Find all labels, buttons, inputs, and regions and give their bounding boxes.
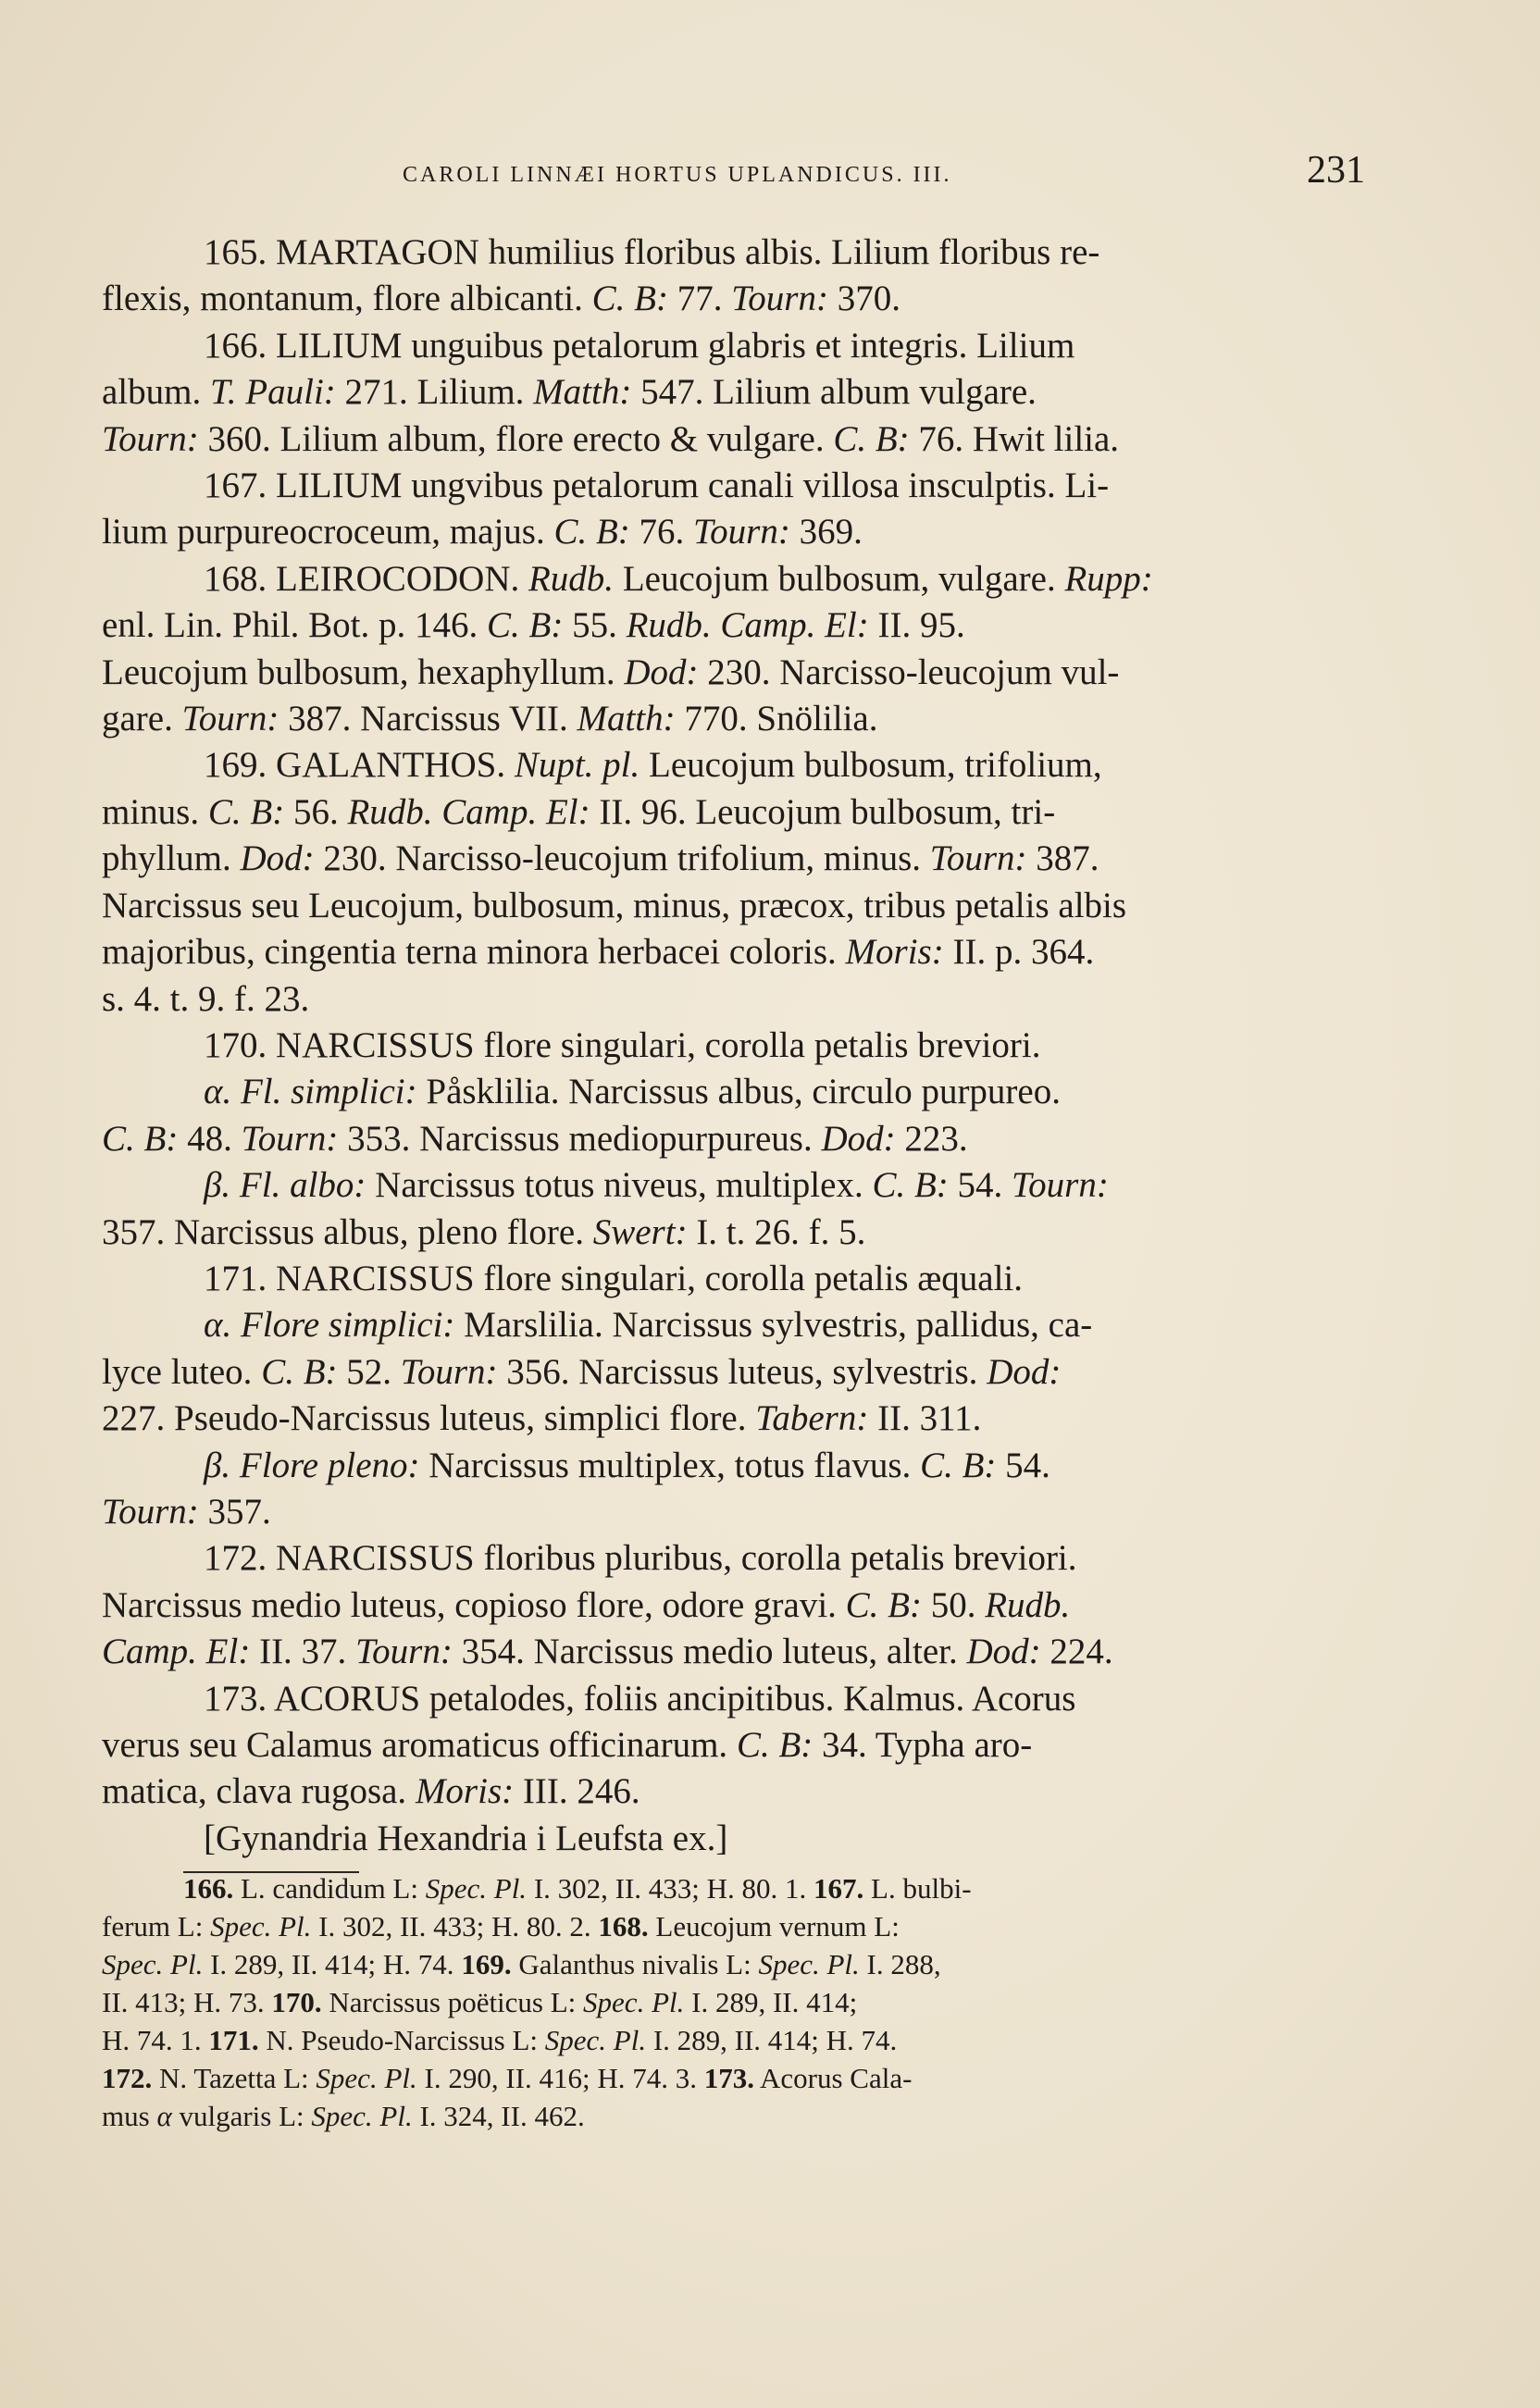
text-line: 166. LILIUM unguibus petalorum glabris et integris. Lilium <box>204 325 1075 366</box>
text-line: Camp. El: II. 37. Tourn: 354. Narcissus medio luteus, alter. Dod: 224. <box>102 1632 1113 1672</box>
text-line: phyllum. Dod: 230. Narcisso-leucojum trifolium, minus. Tourn: 387. <box>102 838 1099 879</box>
text-line: 168. LEIROCODON. Rudb. Leucojum bulbosum, vulgare. Rupp: <box>204 558 1153 599</box>
text-line: Narcissus medio luteus, copioso flore, odore gravi. C. B: 50. Rudb. <box>102 1584 1071 1625</box>
footnote-line: H. 74. 1. 171. N. Pseudo-Narcissus L: Spec. Pl. I. 289, II. 414; H. 74. <box>102 2024 898 2056</box>
footnote-line: II. 413; H. 73. 170. Narcissus poëticus L: Spec. Pl. I. 289, II. 414; <box>102 1986 858 2018</box>
text-line: 167. LILIUM ungvibus petalorum canali villosa insculptis. Li- <box>204 465 1110 506</box>
text-line: flexis, montanum, flore albicanti. C. B: 77. Tourn: 370. <box>102 279 900 319</box>
text-line: 227. Pseudo-Narcissus luteus, simplici flore. Tabern: II. 311. <box>102 1398 982 1439</box>
footnote-line: 166. L. candidum L: Spec. Pl. I. 302, II. 433; H. 80. 1. 167. L. bulbi- <box>183 1872 972 1905</box>
text-line: verus seu Calamus aromaticus officinarum. C. B: 34. Typha aro- <box>102 1725 1033 1765</box>
footnote-line: mus α vulgaris L: Spec. Pl. I. 324, II. 462. <box>102 2100 585 2132</box>
text-line: enl. Lin. Phil. Bot. p. 146. C. B: 55. Rudb. Camp. El: II. 95. <box>102 605 965 646</box>
bracket-note: [Gynandria Hexandria i Leufsta ex.] <box>204 1818 728 1858</box>
footnote-line: 172. N. Tazetta L: Spec. Pl. I. 290, II. 416; H. 74. 3. 173. Acorus Cala- <box>102 2062 913 2094</box>
text-line: 173. ACORUS petalodes, foliis ancipitibus. Kalmus. Acorus <box>204 1678 1076 1719</box>
text-line: Tourn: 357. <box>102 1491 271 1532</box>
running-header <box>102 139 1365 194</box>
text-line: α. Fl. simplici: Påsklilia. Narcissus albus, circulo purpureo. <box>204 1072 1061 1112</box>
text-line: C. B: 48. Tourn: 353. Narcissus mediopurpureus. Dod: 223. <box>102 1118 968 1159</box>
footnote-line: Spec. Pl. I. 289, II. 414; H. 74. 169. Galanthus nivalis L: Spec. Pl. I. 288, <box>102 1948 941 1980</box>
text-line: Narcissus seu Leucojum, bulbosum, minus, præcox, tribus petalis albis <box>102 885 1127 925</box>
text-line: α. Flore simplici: Marslilia. Narcissus sylvestris, pallidus, ca- <box>204 1305 1093 1346</box>
text-line: 169. GALANTHOS. Nupt. pl. Leucojum bulbosum, trifolium, <box>204 745 1102 786</box>
text-line: Tourn: 360. Lilium album, flore erecto & vulgare. C. B: 76. Hwit lilia. <box>102 418 1120 459</box>
main-text <box>102 230 1356 1862</box>
text-line: 357. Narcissus albus, pleno flore. Swert: I. t. 26. f. 5. <box>102 1211 866 1252</box>
text-line: Leucojum bulbosum, hexaphyllum. Dod: 230. Narcisso-leucojum vul- <box>102 652 1120 692</box>
text-line: 172. NARCISSUS floribus pluribus, corolla petalis breviori. <box>204 1538 1077 1579</box>
text-line: lyce luteo. C. B: 52. Tourn: 356. Narcissus luteus, sylvestris. Dod: <box>102 1351 1062 1392</box>
page-number: 231 <box>1307 149 1365 192</box>
text-line: 171. NARCISSUS flore singulari, corolla petalis æquali. <box>204 1258 1024 1298</box>
text-line: album. T. Pauli: 271. Lilium. Matth: 547. Lilium album vulgare. <box>102 372 1037 413</box>
text-line: s. 4. t. 9. f. 23. <box>102 978 310 1019</box>
text-line: majoribus, cingentia terna minora herbacei coloris. Moris: II. p. 364. <box>102 932 1095 973</box>
text-line: 170. NARCISSUS flore singulari, corolla petalis breviori. <box>204 1024 1041 1065</box>
footnotes <box>102 1869 1356 2135</box>
text-line: β. Flore pleno: Narcissus multiplex, totus flavus. C. B: 54. <box>204 1445 1050 1485</box>
text-line: β. Fl. albo: Narcissus totus niveus, multiplex. C. B: 54. Tourn: <box>204 1165 1109 1206</box>
text-line: lium purpureocroceum, majus. C. B: 76. Tourn: 369. <box>102 512 863 552</box>
text-line: gare. Tourn: 387. Narcissus VII. Matth: 770. Snölilia. <box>102 699 878 739</box>
text-line: matica, clava rugosa. Moris: III. 246. <box>102 1771 640 1812</box>
text-line: 165. MARTAGON humilius floribus albis. Lilium floribus re- <box>204 232 1100 272</box>
text-line: minus. C. B: 56. Rudb. Camp. El: II. 96. Leucojum bulbosum, tri- <box>102 791 1056 832</box>
footnote-line: ferum L: Spec. Pl. I. 302, II. 433; H. 80. 2. 168. Leucojum vernum L: <box>102 1910 900 1943</box>
running-title: CAROLI LINNÆI HORTUS UPLANDICUS. III. <box>403 163 952 187</box>
